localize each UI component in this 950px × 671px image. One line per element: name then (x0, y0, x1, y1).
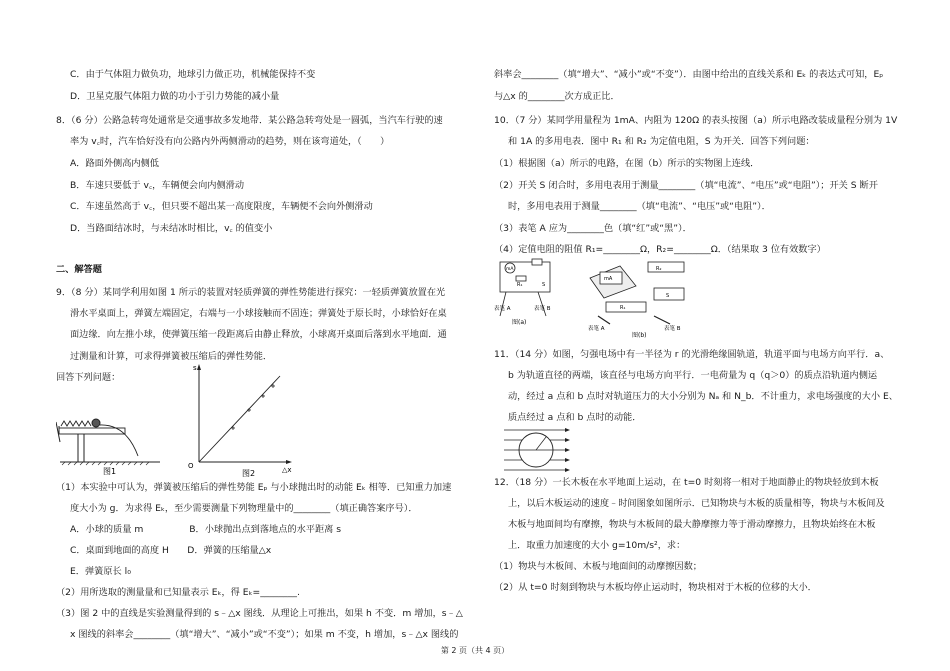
q9-part3-line4: 与△x 的________次方成正比． (494, 91, 620, 102)
q10-part2-line2: 时，多用电表用于测量________（填“电流”、“电压”或“电阻”）． (508, 201, 771, 212)
q9-part3-line2: x 图线的斜率会________（填“增大”、“减小”或“不变”）；如果 m 不变，h 增加，s﹣△x 图线的 (70, 629, 459, 640)
section-heading: 二、解答题 (56, 264, 102, 275)
figure-b-pen-b: 表笔 B (664, 326, 681, 332)
q9-part1-line2: 度大小为 g．为求得 Eₖ，至少需要测量下列物理量中的________（填正确答案序号）． (70, 503, 418, 514)
figure-2-label: 图2 (242, 469, 256, 478)
q12-stem-line3: 木板与地面间均有摩擦，物块与木板间的最大静摩擦力等于滑动摩擦力，且物块始终在木板 (508, 519, 876, 530)
q10-stem-line1: 10．（7 分）某同学用量程为 1mA、内阻为 120Ω 的表头按图（a）所示电路改装成量程分别为 1V (494, 115, 898, 126)
q10-stem-line2: 和 1A 的多用电表．图中 R₁ 和 R₂ 为定值电阻，S 为开关．回答下列问题： (508, 136, 815, 147)
q9-part2: （2）用所选取的测量量和已知量表示 Eₖ，得 Eₖ=________. (56, 587, 300, 598)
figure-a-r1-label: R₁ (517, 282, 523, 288)
q9-part1-line1: （1）本实验中可认为，弹簧被压缩后的弹性势能 Eₚ 与小球抛出时的动能 Eₖ 相等．已知重力加速 (56, 482, 452, 493)
page-footer: 第 2 页（共 4 页） (440, 646, 510, 655)
figure-b-meter-label: mA (604, 276, 613, 282)
q9-part3-line3: 斜率会________（填“增大”、“减小”或“不变”）．由图中给出的直线关系和 Eₖ 的表达式可知，Eₚ (494, 69, 884, 80)
figure-b-switch-label: S (666, 293, 670, 299)
figure-2-axis-x: △x (282, 466, 292, 474)
q8-option-c: C．车速虽然高于 v꜀，但只要不超出某一高度限度，车辆便不会向外侧滑动 (70, 201, 373, 212)
q12-stem-line1: 12．（18 分）一长木板在水平地面上运动，在 t=0 时刻将一相对于地面静止的物块轻放到木板 (494, 477, 879, 488)
q11-stem-line1: 11．（14 分）如图，匀强电场中有一半径为 r 的光滑绝缘圆轨道，轨道平面与电场方向平行．a、 (494, 349, 890, 360)
q12-stem-line2: 上，以后木板运动的速度﹣时间图象如图所示．已知物块与木板的质量相等，物块与木板间及 (508, 498, 885, 509)
figure-a-pen-b: 表笔 B (534, 306, 551, 312)
q9-option-ab: A．小球的质量 m B．小球抛出点到落地点的水平距离 s (70, 524, 342, 535)
q9-option-cd: C．桌面到地面的高度 H D．弹簧的压缩量△x (70, 545, 272, 556)
figure-b-r2-label: R₂ (656, 266, 662, 272)
q10-part4: （4）定值电阻的阻值 R₁=________Ω，R₂=________Ω．（结果取 3 位有效数字） (494, 244, 826, 255)
figure-2-origin: O (188, 462, 194, 470)
figure-2-axis-y: s (193, 364, 197, 372)
q7-option-c: C．由于气体阻力做负功，地球引力做正功，机械能保持不变 (70, 69, 316, 80)
q10-part1: （1）根据图（a）所示的电路，在图（b）所示的实物图上连线． (494, 158, 760, 169)
figure-1-spring-apparatus (56, 410, 166, 475)
q9-stem-line1: 9．（8 分）某同学利用如图 1 所示的装置对轻质弹簧的弹性势能进行探究：一轻质弹簧放置在光 (56, 287, 446, 298)
figure-b-pen-a: 表笔 A (588, 326, 605, 332)
q9-stem-line2: 滑水平桌面上，弹簧左端固定，右端与一小球接触而不固连；弹簧处于原长时，小球恰好在桌 (70, 308, 447, 319)
figure-a-switch-label: S (542, 282, 546, 288)
q9-stem-line3: 面边缘．向左推小球，使弹簧压缩一段距离后由静止释放，小球离开桌面后落到水平地面．通 (70, 329, 447, 340)
q11-stem-line4: 质点经过 a 点和 b 点时的动能． (508, 412, 642, 423)
q10-part3: （3）表笔 A 应为________色（填“红”或“黑”）． (494, 223, 692, 234)
q12-part1: （1）物块与木板间、木板与地面间的动摩擦因数； (494, 561, 702, 572)
figure-b-apparatus (584, 258, 704, 338)
q7-option-d: D．卫星克服气体阻力做的功小于引力势能的减小量 (70, 91, 280, 102)
figure-a-caption: 图(a) (512, 319, 527, 326)
q12-stem-line4: 上．取重力加速度的大小 g=10m/s²，求： (508, 540, 686, 551)
figure-2-s-dx-graph (184, 362, 294, 478)
figure-b-r1-label: R₁ (620, 305, 626, 311)
figure-a-pen-a: 表笔 A (494, 306, 511, 312)
q8-stem-line2: 率为 v꜀时，汽车恰好没有向公路内外两侧滑动的趋势，则在该弯道处，（ ） (70, 136, 390, 147)
q12-part2: （2）从 t=0 时刻到物块与木板均停止运动时，物块相对于木板的位移的大小． (494, 582, 817, 593)
q8-stem-line1: 8．（6 分）公路急转弯处通常是交通事故多发地带．某公路急转弯处是一圆弧，当汽车行驶的速 (56, 115, 443, 126)
q8-option-b: B．车速只要低于 v꜀，车辆便会向内侧滑动 (70, 180, 245, 191)
figure-1-label: 图1 (103, 467, 117, 475)
q8-option-a: A．路面外侧高内侧低 (70, 158, 159, 169)
q9-part3-line1: （3）图 2 中的直线是实验测量得到的 s﹣△x 图线．从理论上可推出，如果 h 不变．m 增加，s﹣△ (56, 608, 463, 619)
q10-part2-line1: （2）开关 S 闭合时，多用电表用于测量________（填“电流”、“电压”或“电阻”）；开关 S 断开 (494, 180, 878, 191)
q11-stem-line2: b 为轨道直径的两端，该直径与电场方向平行．一电荷量为 q（q＞0）的质点沿轨道内侧运 (508, 370, 878, 381)
q11-stem-line3: 动，经过 a 点和 b 点时对轨道压力的大小分别为 Nₐ 和 N_b．不计重力，求电场强度的大小 E、 (508, 391, 898, 402)
figure-a-meter-label: mA (506, 267, 514, 272)
q9-option-e: E．弹簧原长 l₀ (70, 566, 131, 577)
q9-stem-line4: 过测量和计算，可求得弹簧被压缩后的弹性势能． (70, 351, 273, 362)
figure-b-caption: 图(b) (632, 332, 647, 338)
q9-prompt: 回答下列问题： (56, 372, 121, 383)
figure-q11-circular-track (502, 424, 572, 474)
q8-option-d: D．当路面结冰时，与未结冰时相比，v꜀ 的值变小 (70, 223, 273, 234)
figure-a-circuit (494, 258, 560, 330)
